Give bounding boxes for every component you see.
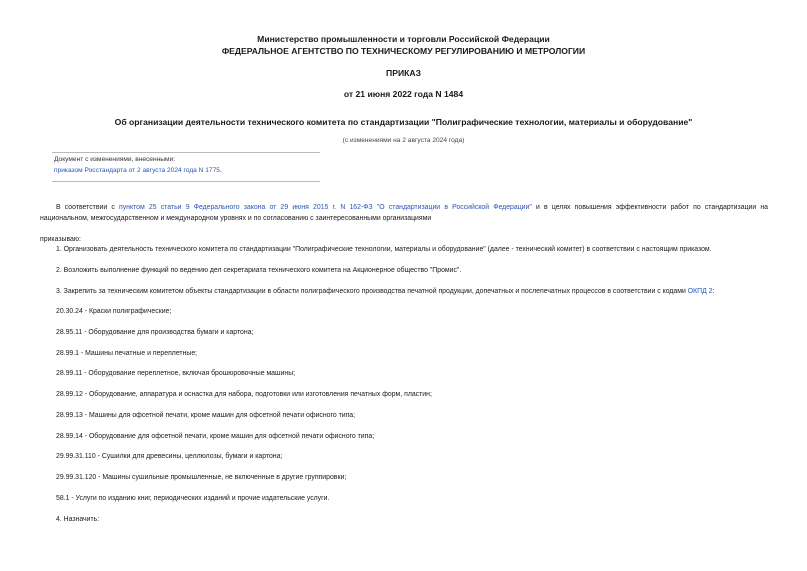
code-item: 28.99.11 - Оборудование переплетное, включая брошюровочные машины;: [56, 370, 296, 377]
federal-law-link[interactable]: пунктом 25 статьи 9 Федерального закона от 29 июня 2015 г. N 162-ФЗ "О стандартизации в Российской Федерации": [118, 204, 532, 211]
changes-bottom-rule: [52, 181, 320, 182]
code-item: 29.99.31.110 - Сушилки для древесины, целлюлозы, бумаги и картона;: [56, 453, 283, 460]
item-3-end: :: [712, 288, 715, 295]
code-item: 28.99.13 - Машины для офсетной печати, кроме машин для офсетной печати офисного типа;: [56, 412, 356, 419]
changes-top-rule: [52, 152, 320, 153]
item-3-text: 3. Закрепить за техническим комитетом объекты стандартизации в области полиграфического производства печатной продукции, допечатных и послепечатных процессов в соответствии с кодами: [56, 288, 688, 295]
revision-note: (с изменениями на 2 августа 2024 года): [342, 137, 465, 144]
code-item: 58.1 - Услуги по изданию книг, периодических изданий и прочие издательские услуги.: [56, 495, 330, 502]
code-item: 28.99.14 - Оборудование для офсетной печати, кроме машин для офсетной печати офисного типа;: [56, 433, 375, 440]
item-3: [56, 288, 714, 295]
preamble-line-1: [56, 204, 768, 211]
code-item: 29.99.31.120 - Машины сушильные промышленные, не включенные в другие группировки;: [56, 474, 347, 481]
item-4: 4. Назначить:: [56, 516, 100, 523]
code-item: 28.99.12 - Оборудование, аппаратура и оснастка для набора, подготовки или изготовления печатных форм, пластин;: [56, 391, 432, 398]
changes-document-link[interactable]: приказом Росстандарта от 2 августа 2024 года N 1775: [54, 167, 220, 174]
ministry-heading: Министерство промышленности и торговли Российской Федерации: [257, 34, 550, 44]
document-date-number: от 21 июня 2022 года N 1484: [343, 89, 464, 99]
code-item: 28.95.11 - Оборудование для производства бумаги и картона;: [56, 329, 254, 336]
changes-link-end: .: [219, 167, 222, 174]
code-item: 20.30.24 - Краски полиграфические;: [56, 308, 172, 315]
item-1: 1. Организовать деятельность технического комитета по стандартизации "Полиграфические технологии, материалы и оборудование" (далее - технический комитет) в соответствии с настоящим приказом.: [56, 246, 712, 253]
preamble-text-1: В соответствии с: [56, 204, 119, 211]
preamble-text-2: и в целях повышения эффективности работ по стандартизации на: [531, 204, 768, 211]
preamble-line-2: национальном, межгосударственном и международном уровнях и по согласованию с заинтересованными организациями: [40, 215, 432, 222]
order-word: приказываю:: [40, 236, 81, 243]
okpd2-link[interactable]: ОКПД 2: [687, 288, 713, 295]
code-item: 28.99.1 - Машины печатные и переплетные;: [56, 350, 198, 357]
changes-link-line: [54, 167, 222, 174]
changes-label: Документ с изменениями, внесенными:: [54, 156, 176, 163]
agency-heading: ФЕДЕРАЛЬНОЕ АГЕНТСТВО ПО ТЕХНИЧЕСКОМУ РЕГУЛИРОВАНИЮ И МЕТРОЛОГИИ: [221, 46, 586, 56]
document-title: Об организации деятельности технического комитета по стандартизации "Полиграфические технологии, материалы и оборудование": [114, 117, 693, 127]
document-type: ПРИКАЗ: [386, 68, 421, 78]
item-2: 2. Возложить выполнение функций по ведению дел секретариата технического комитета на Акционерное общество "Промис".: [56, 267, 462, 274]
